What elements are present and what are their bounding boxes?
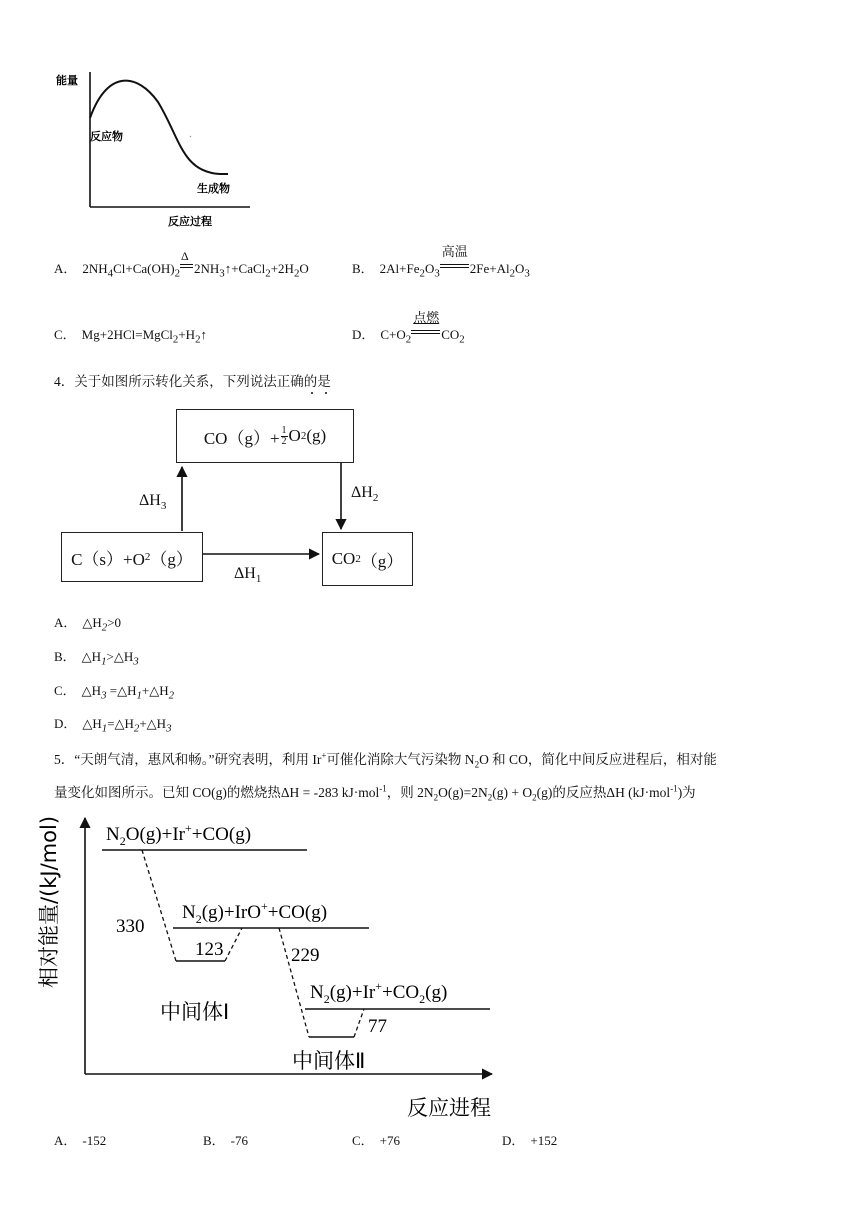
fig2-barrier-330: 330 (116, 916, 145, 937)
q3-option-c[interactable]: C． $Mg+2HCl=MgCl_2+H_2↑$ (54, 327, 207, 346)
delta-condition: Δ (181, 249, 189, 263)
fig2-level1-label: $N_2O(g)+Ir^++CO(g)$ (106, 821, 252, 848)
q4-box-top: CO（g）+ 1 2 O 2 (g) (176, 409, 354, 463)
label-dh3: $\Delta H_3$ (139, 492, 167, 513)
q4-option-b[interactable]: B． $\triangle H_1>\triangle H_3$ (54, 649, 139, 668)
label-dh1: $\Delta H_1$ (234, 565, 262, 586)
fig2-level3-label: $N_2(g)+Ir^++CO_2(g)$ (310, 979, 448, 1006)
ignite-condition: 点燃 (413, 310, 440, 325)
fig1-product-label: 生成物 (197, 183, 230, 195)
label-dh2: $\Delta H_2$ (351, 484, 379, 505)
fig2-barrier-77: 77 (368, 1016, 387, 1037)
high-temp-condition: 高温 (441, 244, 468, 259)
q4-option-d[interactable]: D． $\triangle H_1=\triangle H_2+\triangle H_3$ (54, 716, 172, 735)
q4-option-c[interactable]: C． $\triangle H_3$ $=\triangle H_1+\triangle H_2$ (54, 683, 175, 702)
q5-stem-line1: 5．“天朗气清，惠风和畅。”研究表明，利用 Ir+可催化消除大气污染物 $N_2O$ 和 CO，简化中间反应进程后，相对能 (54, 750, 717, 770)
fig2-intermediate-2: 中间体Ⅱ (292, 1049, 366, 1073)
q5-option-b[interactable]: B． -76 (203, 1133, 249, 1148)
relative-energy-diagram (30, 812, 510, 1122)
fig2-barrier-229: 229 (291, 945, 320, 966)
q4-stem: 4．关于如图所示转化关系，下列说法正确的是 (54, 374, 331, 389)
q4-box-left: C（s）+O 2 （g） (61, 532, 203, 582)
fig2-level2-label: $N_2(g)+IrO^++CO(g)$ (182, 899, 328, 926)
q5-option-c[interactable]: C． +76 (352, 1133, 401, 1148)
q5-option-a[interactable]: A． -152 (54, 1133, 107, 1148)
q3-option-b[interactable]: B． $2Al+Fe_2O_3$ 高温 $2Fe+Al_2O_3$ (352, 244, 530, 280)
fig1-reactant-label: 反应物 (90, 131, 123, 143)
fig2-x-label: 反应进程 (407, 1096, 491, 1120)
q3-option-d[interactable]: D． $C+O_2$ 点燃 $CO_2$ (352, 310, 465, 346)
fig1-x-label: 反应过程 (168, 216, 212, 228)
fig2-barrier-123: 123 (195, 939, 224, 960)
q3-option-a[interactable]: A． $2NH_4Cl+Ca(OH)_2$ Δ $2NH_3↑+CaCl_2+2H_2O$ (54, 249, 309, 280)
fig2-intermediate-1: 中间体Ⅰ (160, 1000, 230, 1024)
fig2-y-label: 相对能量/(kJ/mol) (37, 815, 61, 988)
q5-option-d[interactable]: D． +152 (502, 1133, 558, 1148)
fig1-y-label: 能量 (56, 75, 78, 87)
fig2-axes (85, 818, 492, 1074)
q5-stem-line2: 量变化如图所示。已知 CO(g)的燃烧热ΔH = -283 kJ·mol$^{-1}$，则 $2N_2O(g)=2N_2(g) + O_2(g)$的反应热ΔH (kJ·mol$^{-1}$)为 (54, 783, 696, 803)
q4-box-right: CO 2 （g） (322, 532, 413, 586)
q4-option-a[interactable]: A． $\triangle H_2>0$ (54, 615, 122, 634)
